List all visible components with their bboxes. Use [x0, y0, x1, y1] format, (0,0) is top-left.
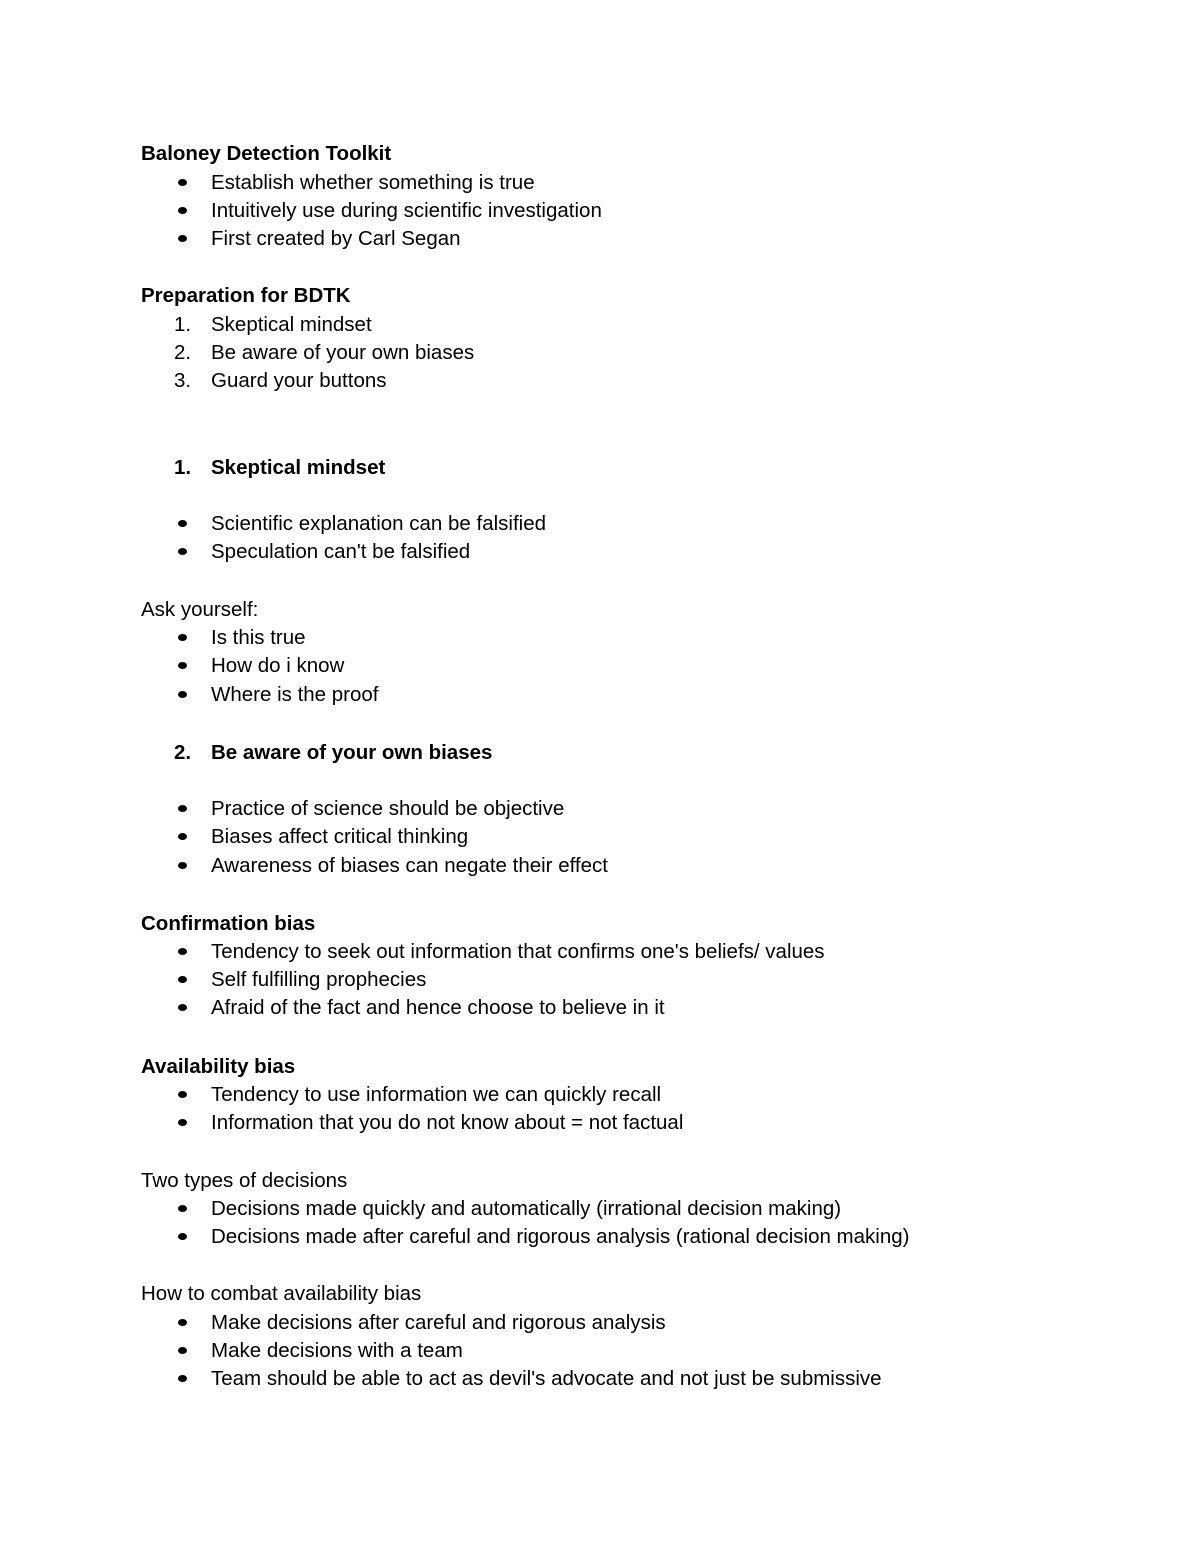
- bullet-icon: [178, 976, 187, 983]
- bullet-icon: [178, 235, 187, 242]
- bullet-icon: [178, 691, 187, 698]
- heading-combat: How to combat availability bias: [141, 1282, 422, 1305]
- heading-availability: Availability bias: [141, 1055, 296, 1078]
- bullet-icon: [178, 207, 187, 214]
- bullet-icon: [178, 948, 187, 955]
- bullet-icon: [178, 634, 187, 641]
- bullet-icon: [178, 179, 187, 186]
- bullet-icon: [178, 662, 187, 669]
- bullet-icon: [178, 833, 187, 840]
- heading-toolkit: Baloney Detection Toolkit: [141, 142, 392, 165]
- document-page: Baloney Detection Toolkit Establish whether something is true Intuitively use during scientific investigation First created by Carl Segan Preparation for BDTK 1. Skeptical mindset 2. Be aware of your own biases 3. Guard your buttons 1. Skeptical mindset Scientific explanation can be falsified Speculation can't be falsified Ask yourself: Is this true How do i know Where is the proof 2. Be aware of your own biases Practice of science should be objective Biases affect critical thinking Awareness of biases can negate their effect Confirmation bias Tendency to seek out information that confirms one's beliefs/ values Self fulfilling prophecies Afraid of the fact and hence choose to believe in it Availability bias Tendency to use information we can quickly recall Information that you do not know about = not factual Two types of decisions Decisions made quickly and automatically (irrational decision making) Decisions made after careful and rigorous analysis (rational decision making) How to combat availability bias Make decisions after careful and rigorous analysis Make decisions with a team Team should be able to act as devil's advocate and not just be submissive: [141, 142, 910, 1390]
- bullet-icon: [178, 1091, 187, 1098]
- heading-ask: Ask yourself:: [141, 598, 259, 621]
- heading-decisions: Two types of decisions: [141, 1169, 348, 1192]
- bullet-icon: [178, 1347, 187, 1354]
- bullet-icon: [178, 548, 187, 555]
- bullet-icon: [178, 1205, 187, 1212]
- bullet-icon: [178, 862, 187, 869]
- bullet-icon: [178, 1119, 187, 1126]
- bullet-icon: [178, 1319, 187, 1326]
- bullet-icon: [178, 1233, 187, 1240]
- heading-confirmation: Confirmation bias: [141, 912, 316, 935]
- bullet-icon: [178, 1004, 187, 1011]
- bullet-icon: [178, 520, 187, 527]
- heading-preparation: Preparation for BDTK: [141, 284, 351, 307]
- bullet-icon: [178, 1375, 187, 1382]
- bullet-icon: [178, 805, 187, 812]
